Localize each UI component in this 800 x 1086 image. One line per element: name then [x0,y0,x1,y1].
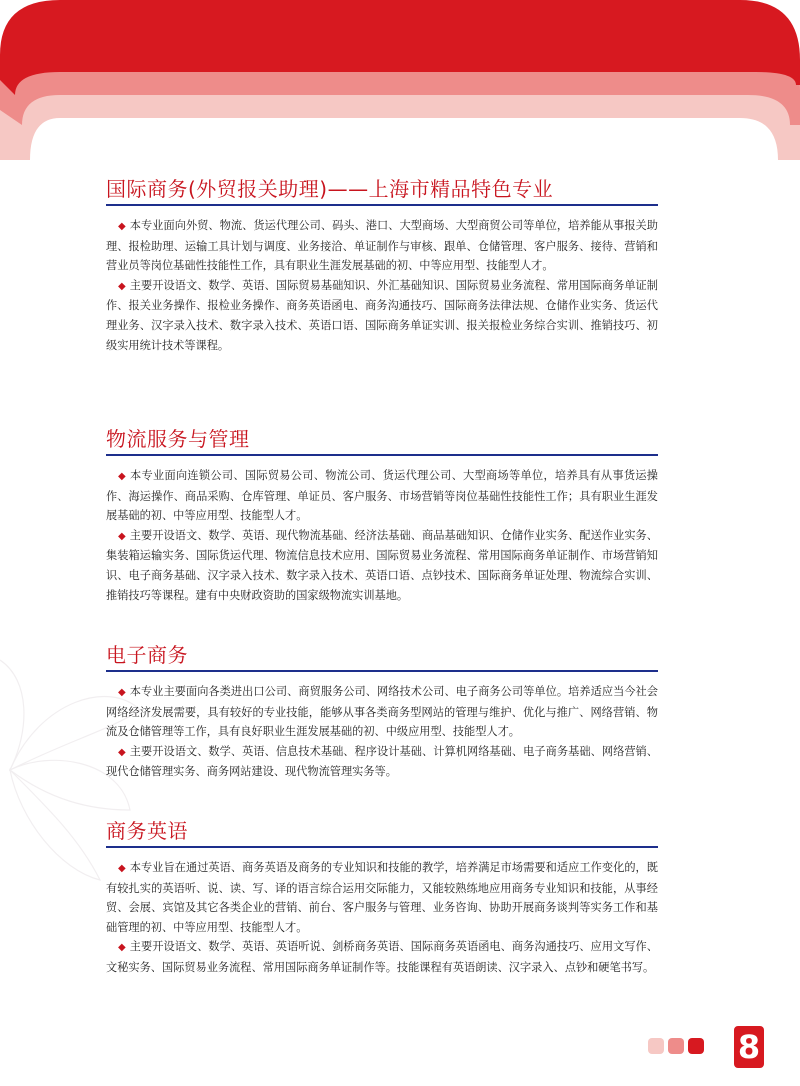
paragraph [106,276,658,355]
bullet-diamond-icon: ◆ [118,530,126,542]
footer-dots [648,1038,708,1056]
section-title: 国际商务(外贸报关助理)——上海市精品特色专业 [106,177,554,201]
section-logistics [106,426,658,605]
section-business-english [106,818,658,978]
footer-dot-dark [688,1038,704,1054]
title-underline [106,670,658,672]
title-underline [106,846,658,848]
title-underline [106,454,658,456]
bullet-diamond-icon: ◆ [118,280,126,292]
bullet-diamond-icon: ◆ [118,687,126,698]
paragraph-text: 主要开设语文、数学、英语、国际贸易基础知识、外汇基础知识、国际贸易业务流程、常用国际商务单证制作、报关业务操作、报检业务操作、商务英语函电、商务沟通技巧、国际商务法律法规、仓储作业实务、货运代理业务、汉字录入技术、数字录入技术、英语口语、国际商务单证实训、报关报检业务综合实训、推销技巧、初级实用统计技术等课程。 [106,278,658,352]
paragraph [106,858,658,937]
bullet-diamond-icon: ◆ [118,471,126,482]
bullet-diamond-icon: ◆ [118,863,126,874]
section-title: 商务英语 [106,819,188,843]
section-title: 电子商务 [106,643,188,667]
section-body [106,466,658,605]
header-arc-decoration [0,0,800,160]
footer-dot-light [648,1038,664,1054]
paragraph [106,682,658,742]
section-e-commerce [106,642,658,782]
paragraph-text: 本专业主要面向各类进出口公司、商贸服务公司、网络技术公司、电子商务公司等单位。培养适应当今社会网络经济发展需要，具有较好的专业技能，能够从事各类商务型网站的管理与维护、优化与推广、网络营销、物流及仓储管理等工作，具有良好职业生涯发展基础的初、中级应用型、技能型人才。 [106,685,658,739]
section-body [106,858,658,978]
paragraph-text: 主要开设语文、数学、英语、英语听说、剑桥商务英语、国际商务英语函电、商务沟通技巧、应用文写作、文秘实务、国际贸易业务流程、常用国际商务单证制作等。技能课程有英语朗读、汉字录入、点钞和硬笔书写。 [106,940,658,974]
page-number: 8 [734,1026,764,1068]
paragraph-text: 本专业旨在通过英语、商务英语及商务的专业知识和技能的教学，培养满足市场需要和适应工作变化的，既有较扎实的英语听、说、读、写、译的语言综合运用交际能力，又能较熟练地应用商务专业知识和技能，从事经贸、会展、宾馆及其它各类企业的营销、前台、客户服务与管理、业务咨询、协助开展商务谈判等实务工作和基础管理的初、中等应用型、技能型人才。 [106,861,658,934]
footer-dot-mid [668,1038,684,1054]
paragraph [106,937,658,977]
section-body [106,682,658,782]
section-body [106,216,658,355]
paragraph [106,466,658,526]
paragraph-text: 本专业面向连锁公司、国际贸易公司、物流公司、货运代理公司、大型商场等单位，培养具有从事货运操作、海运操作、商品采购、仓库管理、单证员、客户服务、市场营销等岗位基础性技能性工作；具有职业生涯发展基础的初、中等应用型、技能型人才。 [106,469,658,523]
paragraph-text: 本专业面向外贸、物流、货运代理公司、码头、港口、大型商场、大型商贸公司等单位，培养能从事报关助理、报检助理、运输工具计划与调度、业务接洽、单证制作与审核、跟单、仓储管理、客户服务、接待、营销和营业员等岗位基础性技能性工作，具有职业生涯发展基础的初、中等应用型、技能型人才。 [106,219,658,273]
paragraph-text: 主要开设语文、数学、英语、现代物流基础、经济法基础、商品基础知识、仓储作业实务、配送作业实务、集装箱运输实务、国际货运代理、物流信息技术应用、国际贸易业务流程、常用国际商务单证制作、市场营销知识、电子商务基础、汉字录入技术、数字录入技术、英语口语、点钞技术、国际商务单证处理、物流综合实训、推销技巧等课程。建有中央财政资助的国家级物流实训基地。 [106,528,658,602]
section-title: 物流服务与管理 [106,427,250,451]
paragraph-text: 主要开设语文、数学、英语、信息技术基础、程序设计基础、计算机网络基础、电子商务基础、网络营销、现代仓储管理实务、商务网站建设、现代物流管理实务等。 [106,744,658,779]
paragraph [106,742,658,782]
paragraph [106,526,658,605]
bullet-diamond-icon: ◆ [118,746,126,758]
title-underline [106,204,658,206]
paragraph [106,216,658,276]
bullet-diamond-icon: ◆ [118,942,126,954]
section-international-business [106,176,658,355]
bullet-diamond-icon: ◆ [118,221,126,232]
